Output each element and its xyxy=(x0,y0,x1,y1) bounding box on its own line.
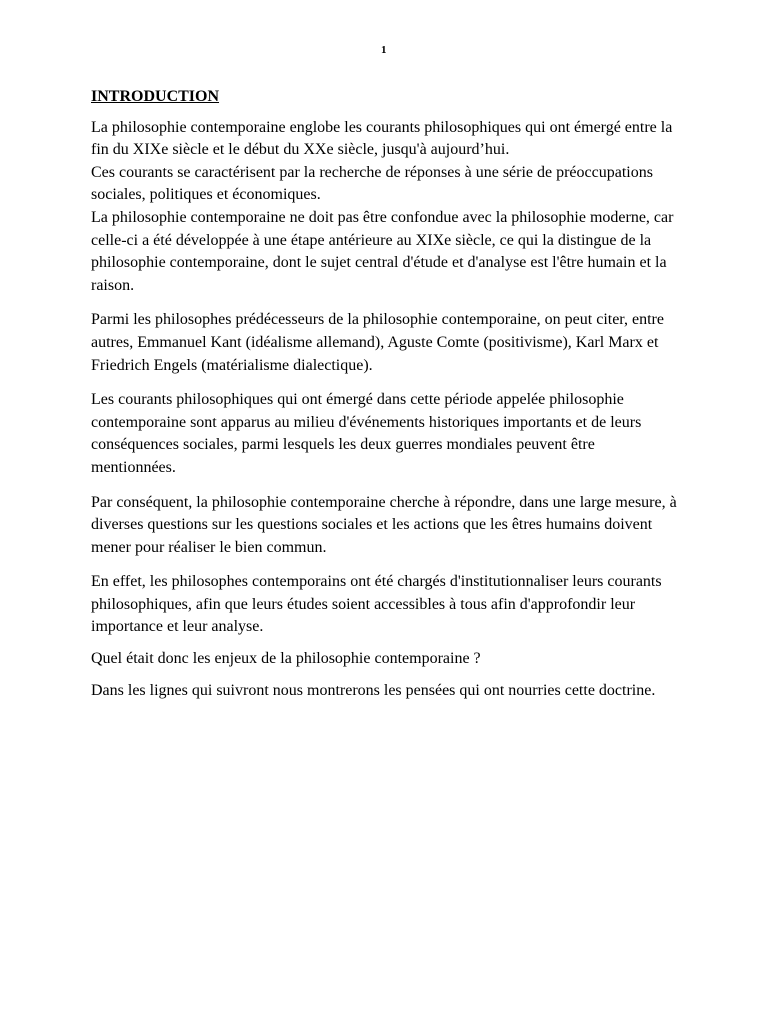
paragraph-4: Parmi les philosophes prédécesseurs de la philosophie contemporaine, on peut citer, entre autres, Emmanuel Kant (idéalisme allemand), Aguste Comte (positivisme), Karl Marx et Friedrich Engels (matérialisme dialectique). xyxy=(91,311,664,374)
paragraph-9: Dans les lignes qui suivront nous montrerons les pensées qui ont nourries cette doctrine. xyxy=(91,681,656,699)
page-number: 1 xyxy=(381,44,387,56)
paragraph-5: Les courants philosophiques qui ont émergé dans cette période appelée philosophie contemporaine sont apparus au milieu d'événements historiques importants et de leurs conséquences sociales, parmi lesquels les deux guerres mondiales peuvent être mentionnées. xyxy=(91,391,642,476)
document-body xyxy=(91,86,681,702)
paragraph-3: La philosophie contemporaine ne doit pas être confondue avec la philosophie moderne, car celle-ci a été développée à une étape antérieure au XIXe siècle, ce qui la distingue de la philosophie contemporaine, dont le sujet central d'étude et d'analyse est l'être humain et la raison. xyxy=(91,208,674,294)
paragraph-2: Ces courants se caractérisent par la recherche de réponses à une série de préoccupations sociales, politiques et économiques. xyxy=(91,163,653,204)
section-heading: INTRODUCTION xyxy=(91,88,220,105)
paragraph-7: En effet, les philosophes contemporains ont été chargés d'institutionnaliser leurs courants philosophiques, afin que leurs études soient accessibles à tous afin d'approfondir leur importance et leur analyse. xyxy=(91,573,662,636)
paragraph-6: Par conséquent, la philosophie contemporaine cherche à répondre, dans une large mesure, à diverses questions sur les questions sociales et les actions que les êtres humains doivent mener pour réaliser le bien commun. xyxy=(91,493,677,556)
paragraph-8: Quel était donc les enjeux de la philosophie contemporaine ? xyxy=(91,650,481,668)
paragraph-1: La philosophie contemporaine englobe les courants philosophiques qui ont émergé entre la fin du XIXe siècle et le début du XXe siècle, jusqu'à aujourd’hui. xyxy=(91,118,673,159)
